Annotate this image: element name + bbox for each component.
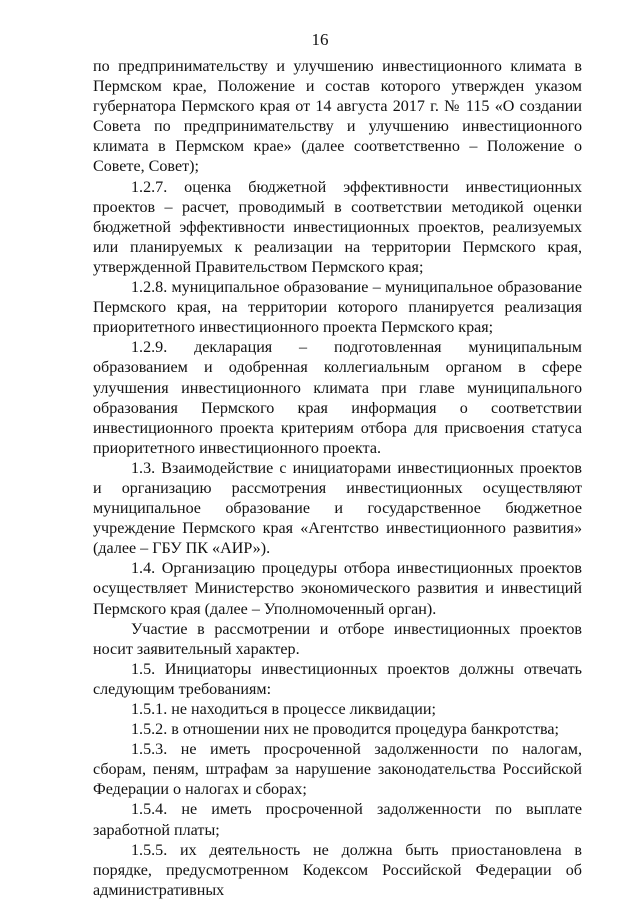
paragraph-1-3: 1.3. Взаимодействие с инициаторами инвестиционных проектов и организацию рассмотрения инвестиционных осуществляют муниципальное образование и государственное бюджетное учреждение Пермского края «Агентство инвестиционного развития» (далее – ГБУ ПК «АИР»). [93,459,582,558]
paragraph-continuation: по предпринимательству и улучшению инвестиционного климата в Пермском крае, Положение и состав которого утвержден указом губернатора Пермского края от 14 августа 2017 г. № 115 «О создании Совета по предпринимательству и улучшению инвестиционного климата в Пермском крае» (далее соответственно – Положение о Совете, Совет); [93,58,582,176]
paragraph-1-2-8: 1.2.8. муниципальное образование – муниципальное образование Пермского края, на территории которого планируется реализация приоритетного инвестиционного проекта Пермского края; [93,279,582,337]
paragraph-1-5-3: 1.5.3. не иметь просроченной задолженности по налогам, сборам, пеням, штрафам за нарушение законодательства Российской Федерации о налогах и сборах; [93,741,582,799]
page-number: 16 [311,30,329,49]
paragraph-1-5-5: 1.5.5. их деятельность не должна быть приостановлена в порядке, предусмотренном Кодексом Российской Федерации об административных [93,841,582,899]
paragraph-1-2-9: 1.2.9. декларация – подготовленная муниципальным образованием и одобренная коллегиальным органом в сфере улучшения инвестиционного климата при главе муниципального образования Пермского края информация о соответствии инвестиционного проекта критериям отбора для присвоения статуса приоритетного инвестиционного проекта. [93,339,582,457]
paragraph-1-5-4: 1.5.4. не иметь просроченной задолженности по выплате заработной платы; [93,801,582,839]
paragraph-participation: Участие в рассмотрении и отборе инвестиционных проектов носит заявительный характер. [93,620,582,658]
paragraph-1-5: 1.5. Инициаторы инвестиционных проектов должны отвечать следующим требованиям: [93,660,582,698]
paragraph-1-5-1: 1.5.1. не находиться в процессе ликвидации; [131,701,436,718]
paragraph-1-4: 1.4. Организацию процедуры отбора инвестиционных проектов осуществляет Министерство экономического развития и инвестиций Пермского края (далее – Уполномоченный орган). [93,560,582,618]
paragraph-1-2-7: 1.2.7. оценка бюджетной эффективности инвестиционных проектов – расчет, проводимый в соответствии методикой оценки бюджетной эффективности инвестиционных проектов, реализуемых или планируемых к реализации на территории Пермского края, утвержденной Правительством Пермского края; [93,178,582,276]
document-body [93,57,582,901]
paragraph-1-5-2: 1.5.2. в отношении них не проводится процедура банкротства; [131,721,559,739]
